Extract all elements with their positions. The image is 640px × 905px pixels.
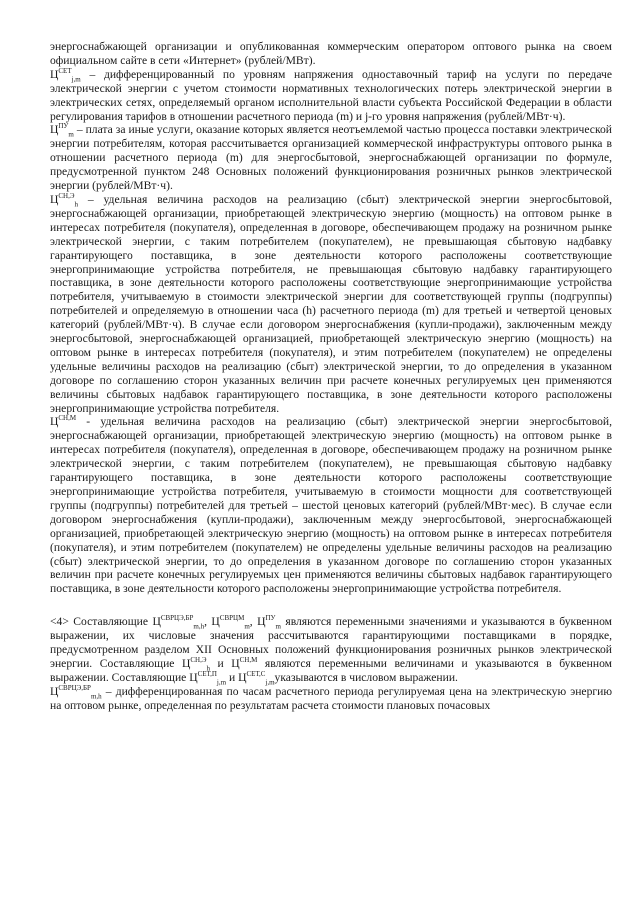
definition-text: – дифференцированная по часам расчетного периода регулируемая цена на электрическую энергию на оптовом рынке, определенная по результатам расчета стоимости плановых почасовых — [50, 684, 612, 712]
footnote-text: являются переменными величинами и указываются в буквенном выражении. Составляющие — [50, 656, 612, 684]
formula-symbol: $Ц^{ПУ}_m$ — [50, 122, 74, 139]
footnote-text: <4> Составляющие — [50, 615, 153, 629]
paragraph-text: энергоснабжающей организации и опубликованная коммерческим оператором оптового рынка на своем официальном сайте в сети «Интернет» (рублей/МВт). — [50, 40, 612, 67]
definition-tariff-transmission — [50, 68, 612, 124]
definition-text: – удельная величина расходов на реализацию (сбыт) электрической энергии энергосбытовой, энергоснабжающей организации, приобретающей электрическую энергию (мощность) на оптовом рынке в интересах потребителя (покупателя), определенная в договоре, обеспечивающем продажу на розничном рынке электрической энергии, с таким потребителем (покупателем), не превышающая сбытовую надбавку гарантирующего поставщика, в зоне деятельности которого расположены соответствующие энергопринимающие устройства потребителя, не превышающая сбытовую надбавку гарантирующего поставщика, в зоне деятельности которого расположены соответствующие энергопринимающие устройства потребителя, учитываемую в стоимости электрической энергии для соответствующей группы (подгруппы) потребителей и определяемую в отношении часа (h) расчетного периода (m) для третьей и четвертой ценовых категорий (рублей/МВт·ч). В случае если договором энергоснабжения (купли-продажи), заключенным между энергосбытовой, энергоснабжающей организацией, приобретающей электрическую энергию (мощность) на оптовом рынке в интересах потребителя (покупателя), и этим потребителем (покупателем) не определены удельные величины расходов на реализацию (сбыт) электрической энергии, то до определения в указанном договоре по соглашению сторон указанных величин при расчете конечных регулируемых цен применяются величины сбытовых надбавок гарантирующего поставщика, в зоне деятельности которого расположены энергопринимающие устройства потребителя. — [50, 192, 612, 415]
formula-symbol: $Ц^{СЕТ}_{j,m}$ — [50, 66, 81, 84]
definition-wholesale-price — [50, 685, 612, 713]
definition-text: – дифференцированный по уровням напряжения одноставочный тариф на услуги по передаче электрической энергии с учетом стоимости нормативных технологических потерь электрической энергии в электрических сетях, определяемый органом исполнительной власти субъекта Российской Федерации в области регулирования тарифов в отношении расчетного периода (m) и j-го уровня напряжения (рублей/МВт·ч). — [50, 67, 612, 123]
formula-symbol: $Ц^{СЕТ,П}_{j,m}$ — [189, 670, 227, 687]
definition-sales-capacity — [50, 415, 612, 596]
formula-symbol: $Ц^{СН,М}$ — [50, 414, 77, 429]
formula-symbol: $Ц^{СЕТ,С}_{j,m}$ — [238, 670, 275, 687]
footnote-4: <4> Составляющие $Ц^{СВРЦЭ,БР}_{m,h}$, $Ц^{СВРЦМ}_m$, $Ц^{ПУ}_m$ являются переменными значениями и указываются в буквенном выражении, их числовые значения рассчитываются гарантирующими поставщиками в порядке, предусмотренном разделом XII Основных положений функционирования розничных рынков электрической энергии. Составляющие $Ц^{СН,Э}_h$ и $Ц^{СН,М}$ являются переменными величинами и указываются в буквенном выражении. Составляющие $Ц^{СЕТ,П}_{j,m}$ и $Ц^{СЕТ,С}_{j,m}указываются$ в числовом выражении. — [50, 614, 613, 687]
formula-symbol: $Ц^{СВРЦЭ,БР}_{m,h}$ — [50, 683, 102, 701]
formula-symbol: $Ц^{СН,Э}_h$ — [50, 192, 78, 209]
formula-symbol: $Ц^{СВРЦЭ,БР}_{m,h}$ — [152, 614, 205, 631]
definition-other-services — [50, 123, 612, 193]
formula-symbol: $Ц^{ПУ}_m$ — [257, 614, 281, 631]
definition-text: – плата за иные услуги, оказание которых является неотъемлемой частью процесса поставки электрической энергии потребителям, которая рассчитывается организацией коммерческой инфраструктуры оптового рынка в отношении расчетного периода (m) для энергосбытовой, энергоснабжающей организации по формуле, предусмотренной пунктом 248 Основных положений функционирования розничных рынков электрической энергии (рублей/МВт·ч). — [50, 123, 612, 193]
footnote-text: являются переменными значениями и указываются в буквенном выражении, их числовые значения рассчитываются гарантирующими поставщиками в порядке, предусмотренном разделом XII Основных положений функционирования розничных рынков электрической энергии. Составляющие — [50, 615, 613, 670]
formula-symbol: $Ц^{СН,М}$ — [231, 656, 258, 670]
formula-symbol: $Ц^{СВРЦМ}_m$ — [211, 614, 250, 631]
definition-sales-energy — [50, 193, 612, 416]
paragraph-continuation — [50, 40, 612, 68]
definition-text: - удельная величина расходов на реализацию (сбыт) электрической энергии энергосбытовой, энергоснабжающей организации, приобретающей электрическую энергию (мощность) на оптовом рынке в интересах потребителя (покупателя), определенная в договоре, обеспечивающем продажу на розничном рынке электрической энергии, с таким потребителем (покупателем), не превышающая сбытовую надбавку гарантирующего поставщика, в зоне деятельности которого расположены соответствующие энергопринимающие устройства потребителя, учитываемую в стоимости мощности для соответствующей группы (подгруппы) потребителей для третьей – шестой ценовых категорий (рублей/МВт·мес). В случае если договором энергоснабжения (купли-продажи), заключенным между энергосбытовой, энергоснабжающей организацией, приобретающей электрическую энергию (мощность) на оптовом рынке в интересах потребителя (покупателя), и этим потребителем (покупателем) не определены удельные величины расходов на реализацию (сбыт) электрической энергии, то до определения в указанном договоре по соглашению сторон указанных величин при расчете конечных регулируемых цен применяются величины сбытовых надбавок гарантирующего поставщика, в зоне деятельности которого расположены энергопринимающие устройства потребителя. — [50, 415, 612, 596]
document-page — [50, 40, 612, 713]
formula-symbol: $Ц^{СН,Э}_h$ — [181, 656, 210, 673]
footnote-text: указываются в числовом выражении. — [274, 670, 458, 684]
